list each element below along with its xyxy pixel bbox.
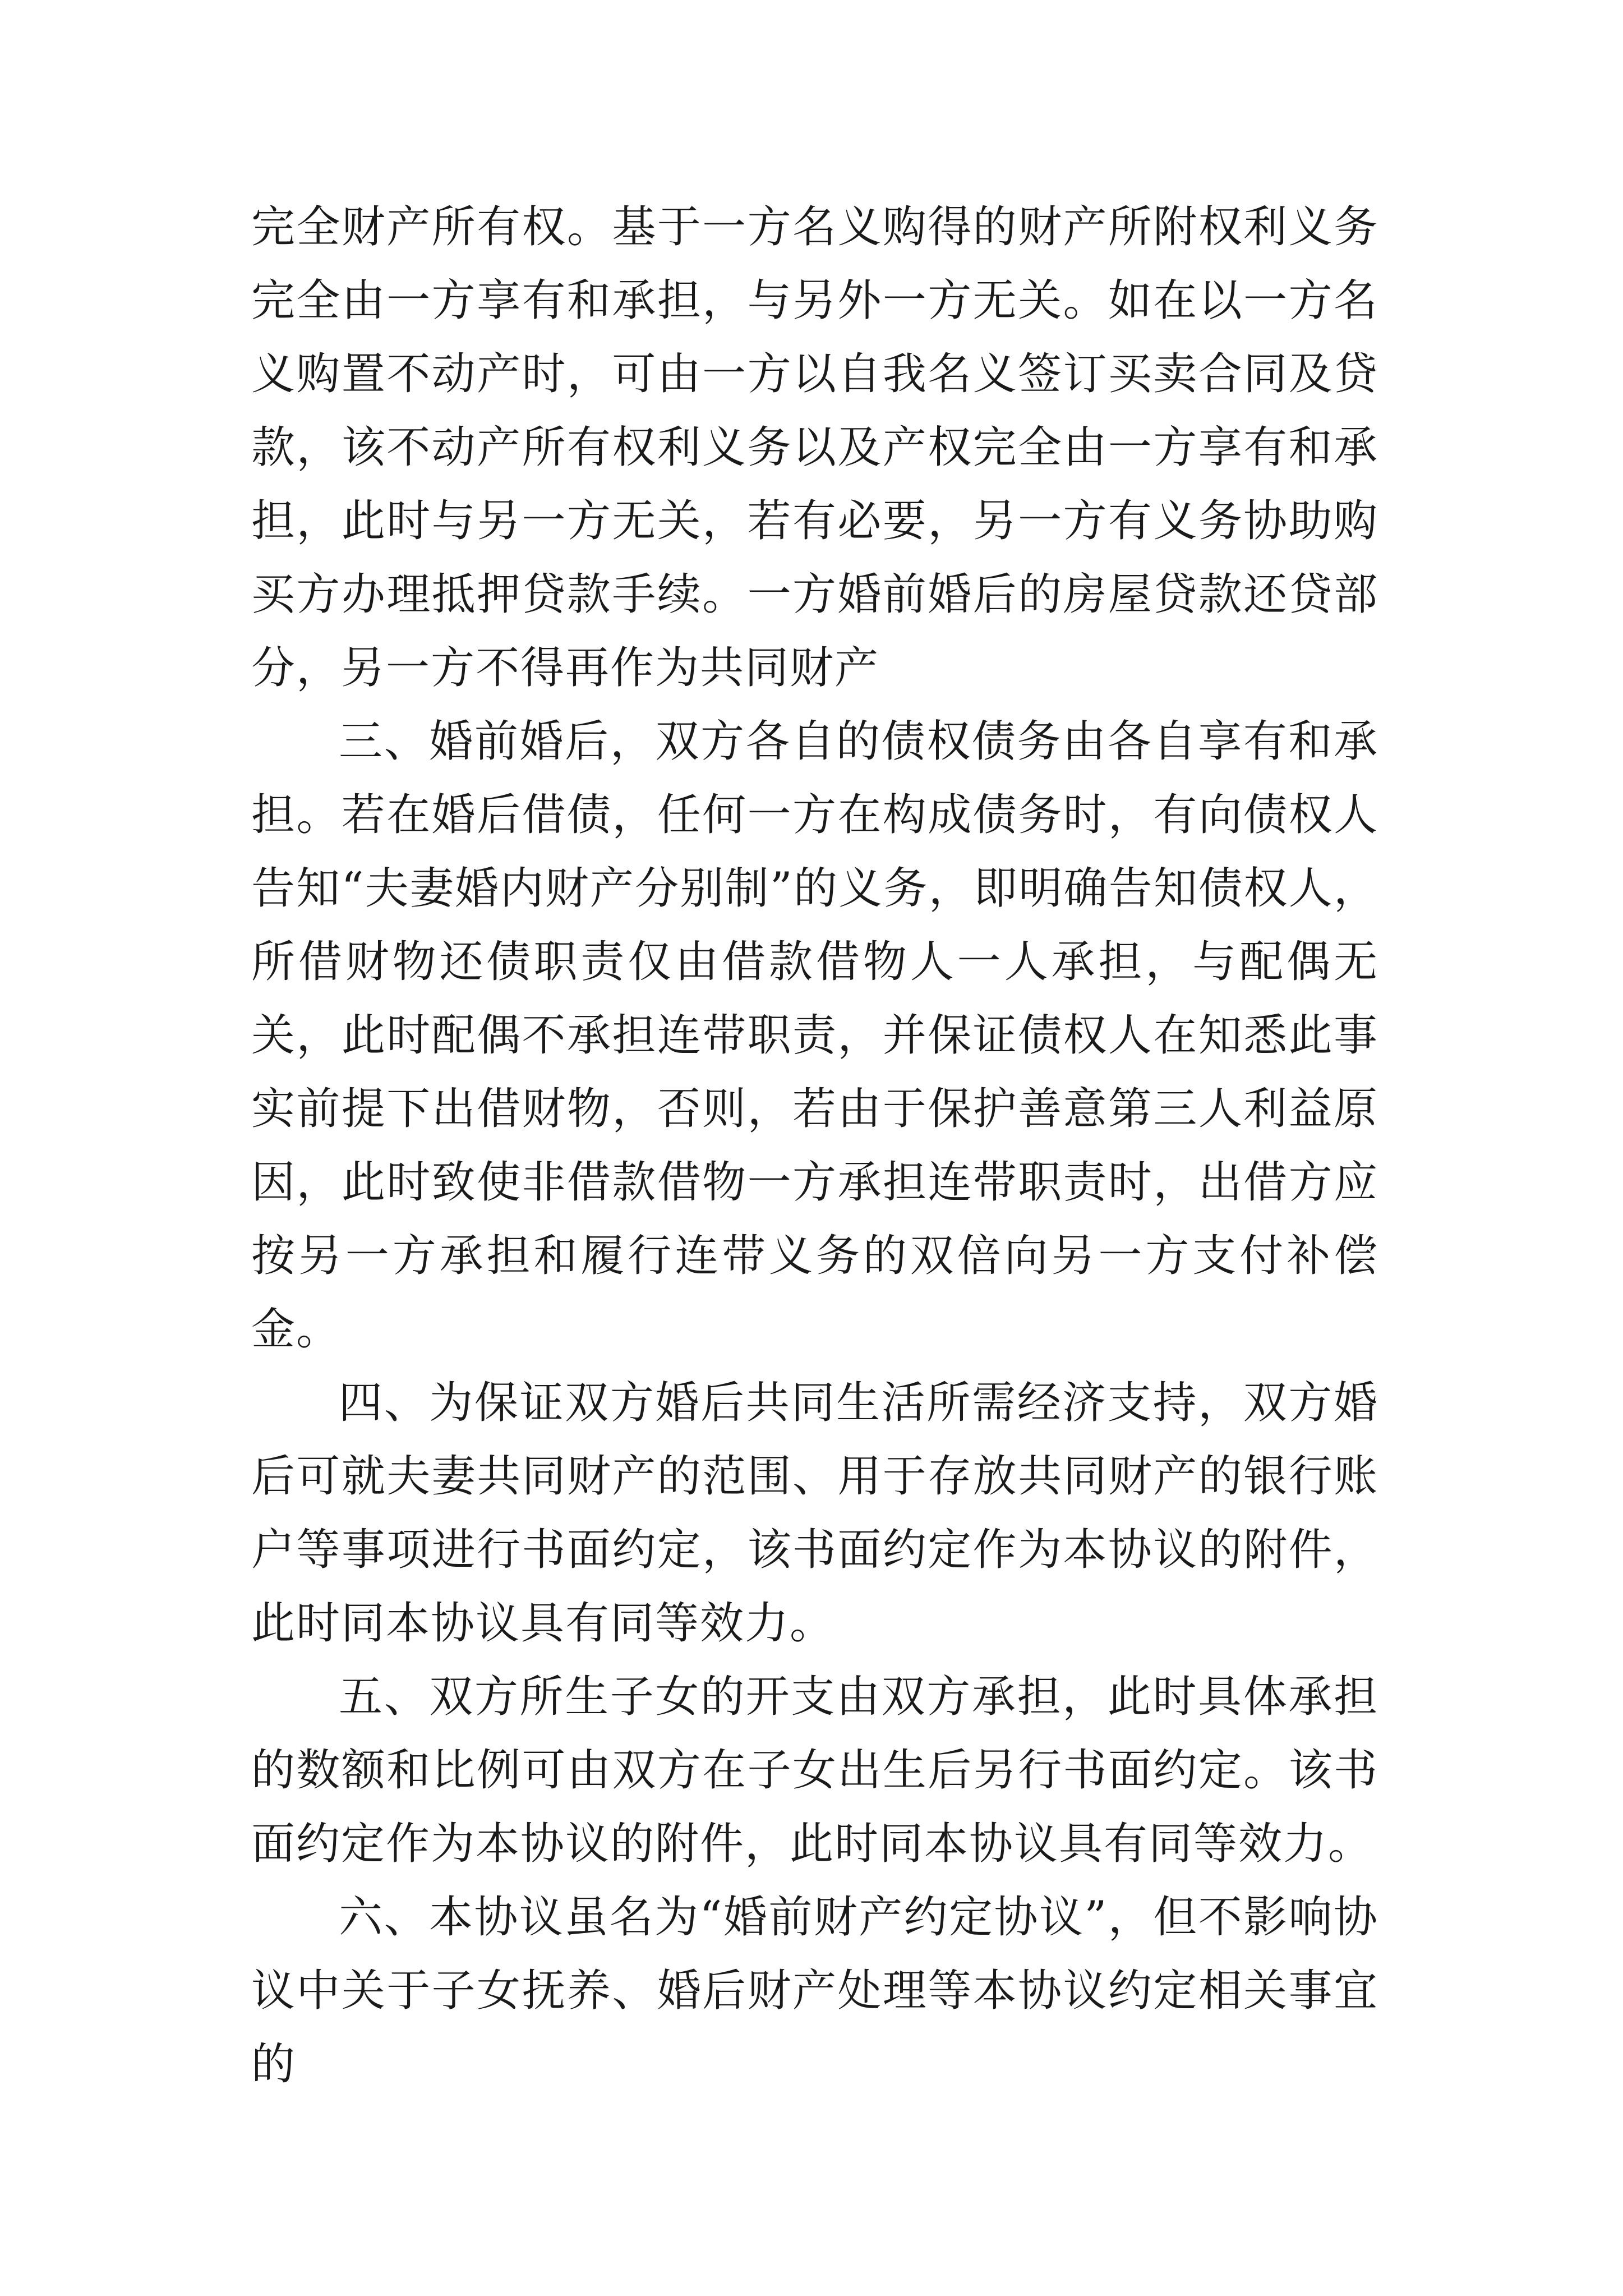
paragraph-clause-3: 三、婚前婚后，双方各自的债权债务由各自享有和承担。若在婚后借债，任何一方在构成债务时，有向债权人告知“夫妻婚内财产分别制”的义务，即明确告知债权人，所借财物还债职责仅由借款借物人一人承担，与配偶无关，此时配偶不承担连带职责，并保证债权人在知悉此事实前提下出借财物，否则，若由于保护善意第三人利益原因，此时致使非借款借物一方承担连带职责时，出借方应按另一方承担和履行连带义务的双倍向另一方支付补偿金。 (251, 716, 1378, 1355)
paragraph-clause-5: 五、双方所生子女的开支由双方承担，此时具体承担的数额和比例可由双方在子女出生后另行书面约定。该书面约定作为本协议的附件，此时同本协议具有同等效力。 (251, 1672, 1378, 1869)
paragraph-clause-4: 四、为保证双方婚后共同生活所需经济支持，双方婚后可就夫妻共同财产的范围、用于存放共同财产的银行账户等事项进行书面约定，该书面约定作为本协议的附件，此时同本协议具有同等效力。 (251, 1378, 1378, 1649)
paragraph-continuation: 完全财产所有权。基于一方名义购得的财产所附权利义务完全由一方享有和承担，与另外一方无关。如在以一方名义购置不动产时，可由一方以自我名义签订买卖合同及贷款，该不动产所有权利义务以及产权完全由一方享有和承担，此时与另一方无关，若有必要，另一方有义务协助购买方办理抵押贷款手续。一方婚前婚后的房屋贷款还贷部分，另一方不得再作为共同财产 (251, 202, 1378, 693)
document-body (251, 191, 1378, 2101)
paragraph-clause-6: 六、本协议虽名为“婚前财产约定协议”，但不影响协议中关于子女抚养、婚后财产处理等本协议约定相关事宜的 (251, 1892, 1378, 2090)
